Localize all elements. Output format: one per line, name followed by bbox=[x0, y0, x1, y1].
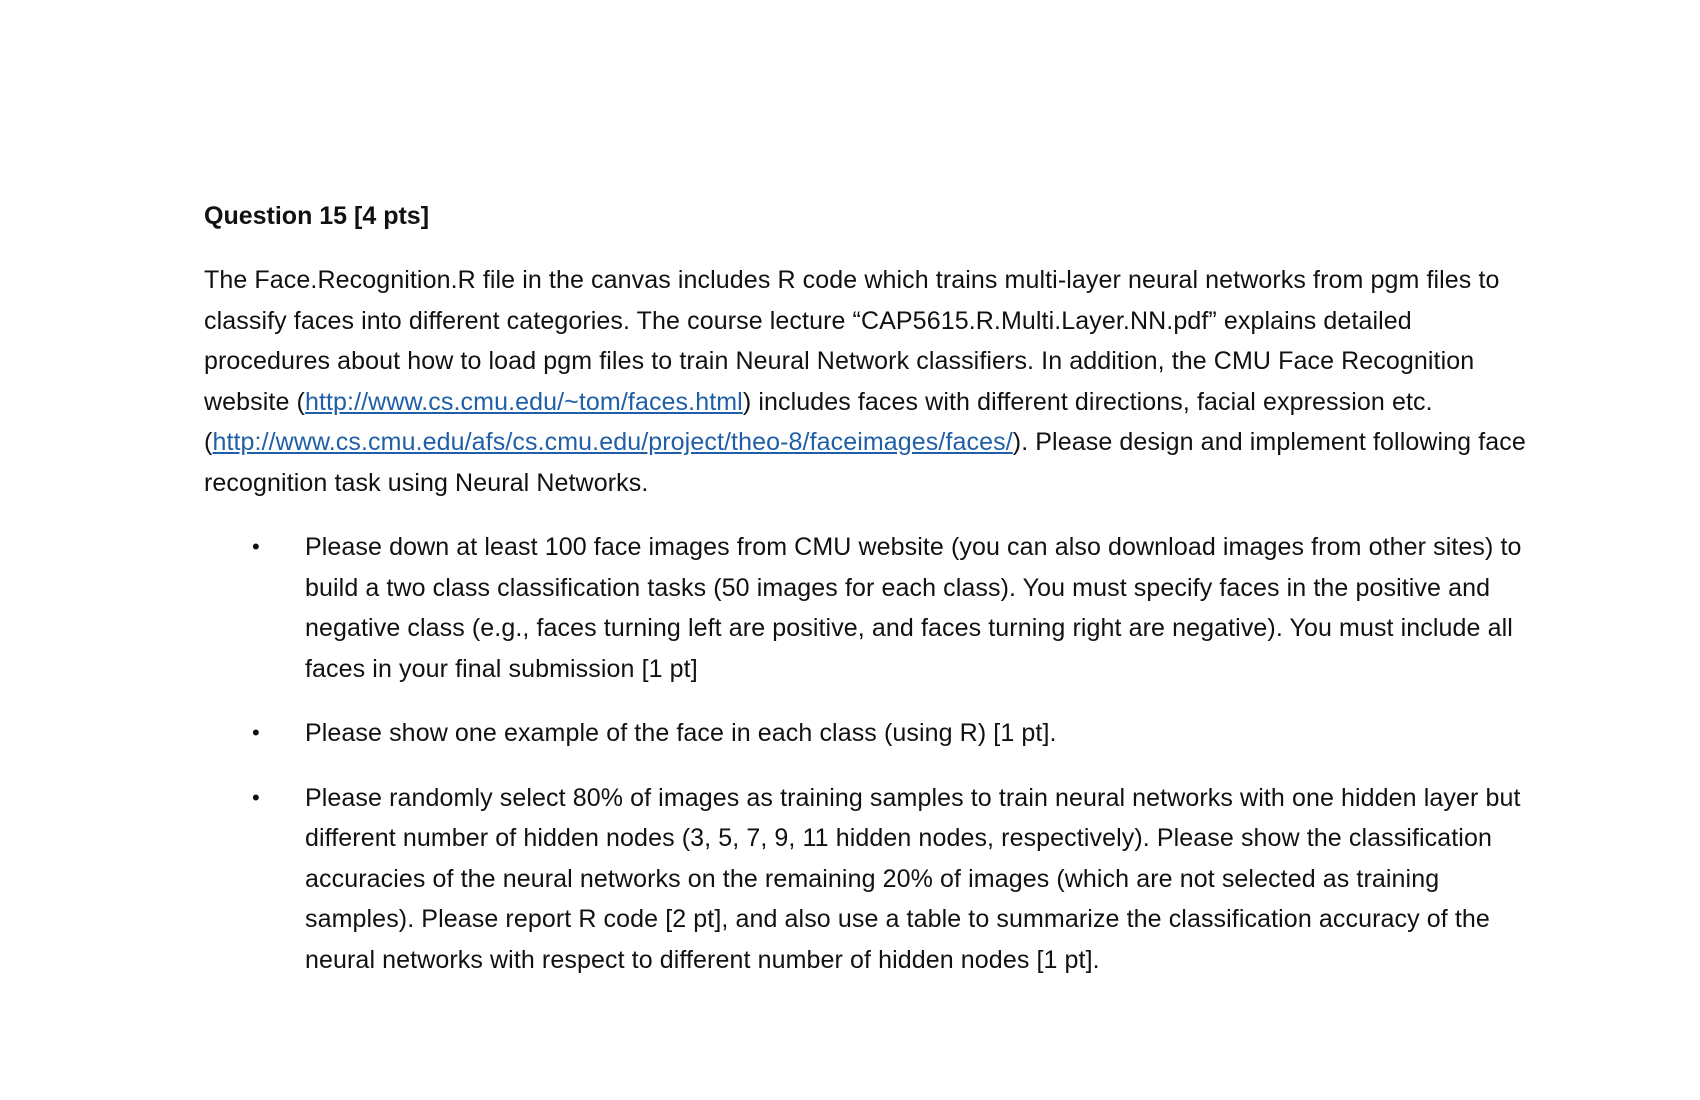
task-list bbox=[204, 527, 1534, 980]
list-item-text: Please randomly select 80% of images as training samples to train neural networks with one hidden layer but different number of hidden nodes (3, 5, 7, 9, 11 hidden nodes, respectively). Please show the classification accuracies of the neural networks on the remaining 20% of images (which are not selected as training samples). Please report R code [2 pt], and also use a table to summarize the classification accuracy of the neural networks with respect to different number of hidden nodes [1 pt]. bbox=[305, 783, 1521, 974]
cmu-faces-link[interactable]: http://www.cs.cmu.edu/~tom/faces.html bbox=[304, 387, 743, 416]
list-item-text: Please down at least 100 face images from CMU website (you can also download images from other sites) to build a two class classification tasks (50 images for each class). You must specify faces in the positive and negative class (e.g., faces turning left are positive, and faces turning right are negative). You must include all faces in your final submission [1 pt] bbox=[305, 533, 1522, 683]
intro-paragraph bbox=[204, 260, 1534, 503]
bullet-icon: • bbox=[252, 720, 260, 745]
question-content bbox=[204, 200, 1534, 1004]
bullet-icon: • bbox=[252, 534, 260, 559]
intro-text-part1: The Face.Recognition.R file in the canvas includes R code which trains multi-layer neural networks from pgm files to classify faces into different categories. The course lecture “CAP5615.R.Multi.Layer.NN.pdf” explains detailed procedures about how to load pgm files to train Neural Network classifiers. In addition, the CMU Face Recognition website ( bbox=[204, 266, 1500, 416]
list-item-text: Please show one example of the face in each class (using R) [1 pt]. bbox=[305, 719, 1057, 747]
bullet-icon: • bbox=[252, 784, 260, 810]
list-item bbox=[204, 778, 1534, 981]
intro-text-part2: ) includes faces with different directions, facial expression etc. ( bbox=[204, 387, 1433, 456]
cmu-faceimages-link[interactable]: http://www.cs.cmu.edu/afs/cs.cmu.edu/project/theo-8/faceimages/faces/ bbox=[212, 428, 1013, 456]
list-item bbox=[204, 713, 1534, 754]
question-title: Question 15 [4 pts] bbox=[204, 202, 430, 230]
intro-text-part3: ). Please design and implement following face recognition task using Neural Networks. bbox=[204, 428, 1526, 497]
list-item bbox=[204, 527, 1534, 689]
